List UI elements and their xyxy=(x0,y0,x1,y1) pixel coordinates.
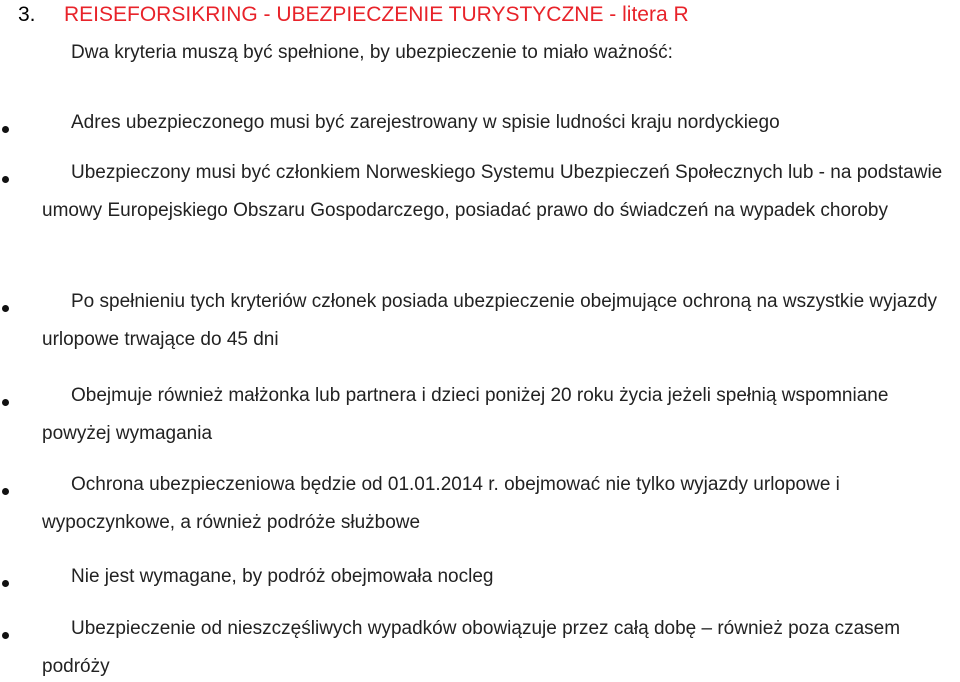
bullet-icon xyxy=(2,488,9,495)
list-item-text: Nie jest wymagane, by podróż obejmowała nocleg xyxy=(71,566,494,587)
bullet-icon xyxy=(2,126,9,133)
bullet-icon xyxy=(2,399,9,406)
list-item-text: Adres ubezpieczonego musi być zarejestrowany w spisie ludności kraju nordyckiego xyxy=(71,112,780,133)
list-item-text: Ubezpieczenie od nieszczęśliwych wypadków obowiązuje przez całą dobę – również poza czasem podróży xyxy=(42,618,901,677)
intro-text: Dwa kryteria muszą być spełnione, by ubezpieczenie to miało ważność: xyxy=(71,42,673,63)
section-title: REISEFORSIKRING - UBEZPIECZENIE TURYSTYCZNE - litera R xyxy=(64,3,689,26)
list-item-text: Ubezpieczony musi być członkiem Norweskiego Systemu Ubezpieczeń Społecznych lub - na podstawie umowy Europejskiego Obszaru Gospodarczego, posiadać prawo do świadczeń na wypadek choroby xyxy=(42,162,943,221)
bullet-icon xyxy=(2,305,9,312)
section-number: 3. xyxy=(18,3,36,26)
list-item-text: Po spełnieniu tych kryteriów członek posiada ubezpieczenie obejmujące ochroną na wszystkie wyjazdy urlopowe trwające do 45 dni xyxy=(42,291,938,350)
bullet-icon xyxy=(2,632,9,639)
list-item-text: Obejmuje również małżonka lub partnera i dzieci poniżej 20 roku życia jeżeli spełnią wspomniane powyżej wymagania xyxy=(42,385,889,444)
bullet-icon xyxy=(2,580,9,587)
list-item-text: Ochrona ubezpieczeniowa będzie od 01.01.2014 r. obejmować nie tylko wyjazdy urlopowe i wypoczynkowe, a również podróże służbowe xyxy=(42,474,840,533)
section-heading xyxy=(18,0,689,30)
bullet-icon xyxy=(2,176,9,183)
